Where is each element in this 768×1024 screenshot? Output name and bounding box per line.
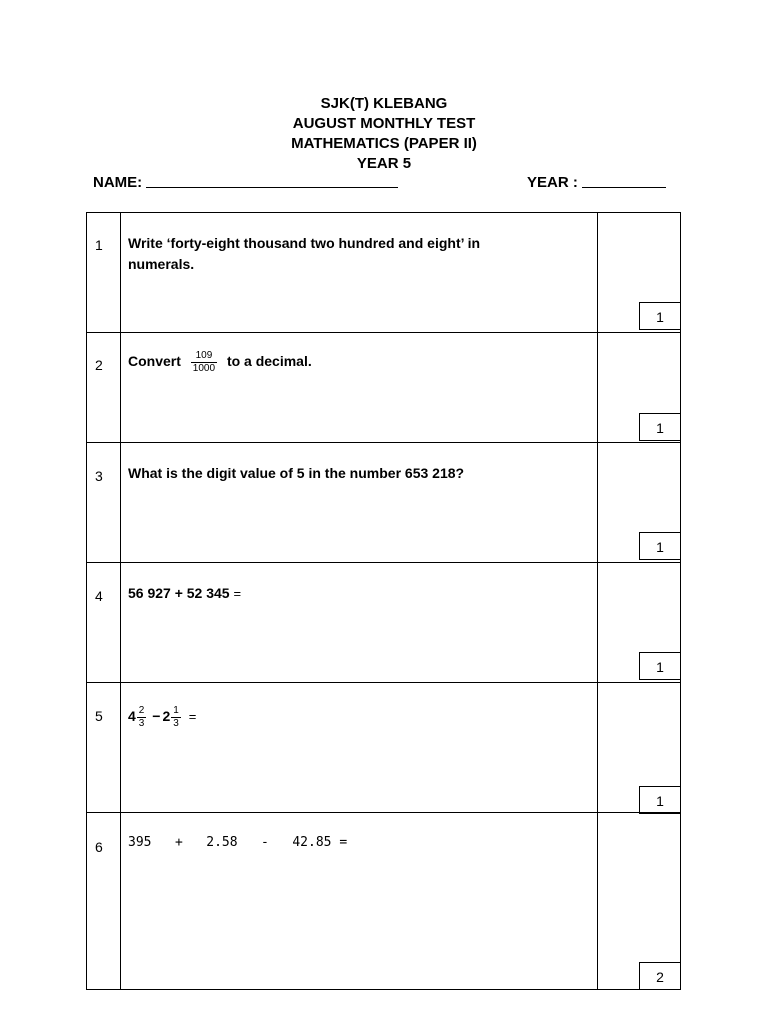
question-row-2 [87,333,680,443]
question-number-cell [87,683,121,812]
subject-title: MATHEMATICS (PAPER II) [291,135,477,152]
fraction-1 [137,705,147,730]
equals-sign: = [188,709,197,725]
fraction-numerator: 109 [195,350,213,361]
marks-box: 1 [639,652,680,680]
expression: 56 927 + 52 345 [128,585,230,601]
fraction-2 [171,705,181,730]
question-text-after: to a decimal. [226,353,312,370]
question-number: 4 [95,588,103,604]
question-number: 2 [95,357,103,373]
minus-sign: − [152,708,161,725]
fraction-numerator: 1 [173,705,179,716]
year-blank[interactable] [582,187,666,188]
name-field[interactable] [93,174,398,191]
fraction-denominator: 3 [173,718,179,729]
question-text [128,705,548,730]
question-number-cell [87,443,121,562]
mixed-number-whole-1: 4 [128,708,136,725]
question-row-4 [87,563,680,683]
test-title: AUGUST MONTHLY TEST [292,115,476,132]
question-row-3 [87,443,680,563]
question-number: 6 [95,839,103,855]
question-text: Write ‘forty-eight thousand two hundred and eight’ in numerals. [128,235,481,272]
question-text-before: Convert [128,353,181,370]
marks-box: 1 [639,413,680,441]
mixed-number-whole-2: 2 [162,708,171,725]
marks-box: 1 [639,302,680,330]
fraction-numerator: 2 [138,705,145,716]
marks-box: 1 [639,532,680,560]
question-text [128,583,548,604]
marks-box: 1 [639,786,680,814]
question-row-6 [87,813,680,989]
fraction-denominator: 1000 [192,363,216,374]
question-text: What is the digit value of 5 in the number 653 218? [128,465,465,481]
question-text: 395 + 2.58 - 42.85 = [128,835,348,850]
marks-box: 2 [639,962,680,990]
test-header [0,94,768,174]
school-name: SJK(T) KLEBANG [320,95,448,112]
question-number-cell [87,813,121,989]
year-label: YEAR : [527,174,578,191]
fraction [191,350,217,375]
question-table [86,212,681,990]
question-number-cell [87,333,121,442]
fraction-denominator: 3 [138,718,145,729]
question-number: 3 [95,468,103,484]
name-blank[interactable] [146,187,398,188]
question-number: 5 [95,708,103,724]
question-number-cell [87,563,121,682]
question-number: 1 [95,237,103,253]
question-text [128,350,548,375]
year-title: YEAR 5 [356,155,412,172]
question-row-5 [87,683,680,813]
year-field[interactable] [527,174,666,191]
question-row-1 [87,213,680,333]
question-number-cell [87,213,121,332]
equals-sign: = [233,586,242,601]
name-label: NAME: [93,174,143,191]
